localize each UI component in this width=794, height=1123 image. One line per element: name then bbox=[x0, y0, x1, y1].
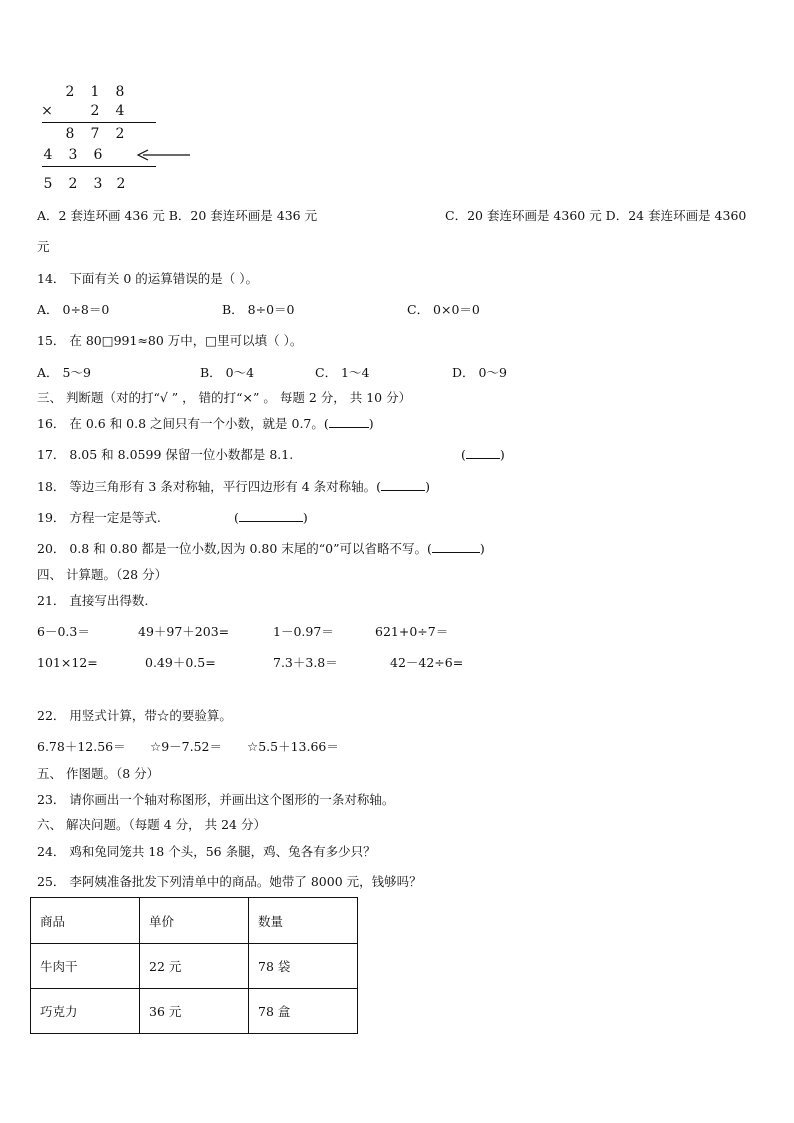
digit: 8 bbox=[115, 84, 125, 100]
q15-option-d: D． 0～9 bbox=[452, 365, 507, 380]
calc-rule-2 bbox=[42, 166, 156, 167]
q18-text: 18． 等边三角形有 3 条对称轴，平行四边形有 4 条对称轴。( bbox=[37, 479, 382, 494]
q19-answer bbox=[234, 510, 308, 526]
q15-option-b: B． 0～4 bbox=[200, 365, 255, 380]
multiply-sign: × bbox=[41, 103, 53, 119]
paren-close: ) bbox=[425, 479, 430, 494]
q22-item: ☆5.5＋13.66＝ bbox=[247, 739, 339, 754]
answer-blank[interactable] bbox=[329, 416, 369, 428]
q21-item: 1－0.97＝ bbox=[273, 624, 334, 639]
arrow-left-icon bbox=[135, 148, 191, 162]
table-header: 单价 bbox=[140, 898, 249, 944]
q21-item: 49＋97＋203= bbox=[138, 624, 230, 639]
q21-item: 0.49＋0.5= bbox=[145, 655, 216, 670]
digit: 7 bbox=[90, 126, 100, 142]
q13-option-cd: C．20 套连环画是 4360 元 D．24 套连环画是 4360 bbox=[445, 208, 747, 223]
table-row bbox=[31, 944, 358, 989]
section-3-heading: 三、 判断题（对的打“√ ” ， 错的打“×” 。 每题 2 分， 共 10 分） bbox=[37, 390, 412, 405]
question-19: 19． 方程一定是等式. bbox=[37, 510, 161, 525]
q17-answer bbox=[461, 447, 505, 463]
digit: 8 bbox=[65, 126, 75, 142]
table-cell: 78 盒 bbox=[249, 989, 358, 1034]
q22-item: ☆9－7.52＝ bbox=[150, 739, 222, 754]
digit: 4 bbox=[115, 103, 125, 119]
question-22: 22． 用竖式计算，带☆的要验算。 bbox=[37, 708, 232, 723]
q21-item: 621+0÷7＝ bbox=[375, 624, 449, 639]
question-18 bbox=[37, 479, 430, 495]
paren-close: ) bbox=[368, 416, 374, 431]
table-cell: 牛肉干 bbox=[31, 944, 140, 989]
paren-open: ( bbox=[234, 510, 239, 525]
paren-open: ( bbox=[461, 447, 466, 462]
q22-item: 6.78＋12.56＝ bbox=[37, 739, 126, 754]
digit: 2 bbox=[116, 176, 126, 192]
question-24: 24． 鸡和兔同笼共 18 个头，56 条腿，鸡、兔各有多少只？ bbox=[37, 844, 376, 859]
digit: 6 bbox=[93, 147, 103, 163]
table-cell: 22 元 bbox=[140, 944, 249, 989]
table-cell: 78 袋 bbox=[249, 944, 358, 989]
table-cell: 巧克力 bbox=[31, 989, 140, 1034]
paren-close: ) bbox=[479, 541, 485, 556]
digit: 2 bbox=[90, 103, 100, 119]
section-6-heading: 六、 解决问题。（每题 4 分， 共 24 分） bbox=[37, 817, 266, 832]
q15-option-a: A． 5～9 bbox=[37, 365, 91, 380]
q16-text: 16． 在 0.6 和 0.8 之间只有一个小数，就是 0.7。( bbox=[37, 416, 329, 431]
q14-option-a: A． 0÷8＝0 bbox=[37, 302, 110, 317]
question-15: 15． 在 80□991≈80 万中，□里可以填（ ）。 bbox=[37, 333, 303, 348]
question-17: 17． 8.05 和 8.0599 保留一位小数都是 8.1. bbox=[37, 447, 294, 462]
q14-option-b: B． 8÷0＝0 bbox=[222, 302, 295, 317]
q15-option-c: C． 1～4 bbox=[315, 365, 370, 380]
digit: 4 bbox=[43, 147, 53, 163]
table-header: 商品 bbox=[31, 898, 140, 944]
question-25: 25． 李阿姨准备批发下列清单中的商品。她带了 8000 元，钱够吗？ bbox=[37, 874, 422, 889]
table-header: 数量 bbox=[249, 898, 358, 944]
answer-blank[interactable] bbox=[432, 541, 480, 553]
question-20 bbox=[37, 541, 485, 557]
q21-item: 6－0.3＝ bbox=[37, 624, 90, 639]
digit: 1 bbox=[90, 84, 100, 100]
paren-close: ) bbox=[302, 510, 308, 525]
answer-blank[interactable] bbox=[466, 447, 500, 459]
q21-item: 7.3＋3.8＝ bbox=[273, 655, 338, 670]
paren-close: ) bbox=[499, 447, 505, 462]
digit: 2 bbox=[115, 126, 125, 142]
goods-table bbox=[30, 897, 358, 1034]
table-header-row bbox=[31, 898, 358, 944]
digit: 3 bbox=[68, 147, 78, 163]
question-23: 23． 请你画出一个轴对称图形，并画出这个图形的一条对称轴。 bbox=[37, 792, 395, 807]
q20-text: 20． 0.8 和 0.80 都是一位小数,因为 0.80 末尾的“0”可以省略不写。( bbox=[37, 541, 432, 556]
digit: 3 bbox=[93, 176, 103, 192]
digit: 5 bbox=[43, 176, 53, 192]
table-cell: 36 元 bbox=[140, 989, 249, 1034]
q13-option-tail: 元 bbox=[37, 239, 50, 254]
answer-blank[interactable] bbox=[381, 479, 425, 491]
q14-option-c: C． 0×0＝0 bbox=[407, 302, 480, 317]
q21-item: 101×12= bbox=[37, 655, 98, 670]
answer-blank[interactable] bbox=[239, 510, 303, 522]
question-14: 14． 下面有关 0 的运算错误的是（ ）。 bbox=[37, 271, 259, 286]
digit: 2 bbox=[68, 176, 78, 192]
digit: 2 bbox=[65, 84, 75, 100]
q13-option-ab: A．2 套连环画 436 元 B．20 套连环画是 436 元 bbox=[37, 208, 318, 223]
calc-rule-1 bbox=[42, 122, 156, 123]
section-4-heading: 四、 计算题。（28 分） bbox=[37, 567, 168, 582]
question-21: 21． 直接写出得数. bbox=[37, 593, 149, 608]
section-5-heading: 五、 作图题。（8 分） bbox=[37, 766, 160, 781]
table-row bbox=[31, 989, 358, 1034]
question-16 bbox=[37, 416, 374, 432]
q21-item: 42－42÷6= bbox=[390, 655, 464, 670]
